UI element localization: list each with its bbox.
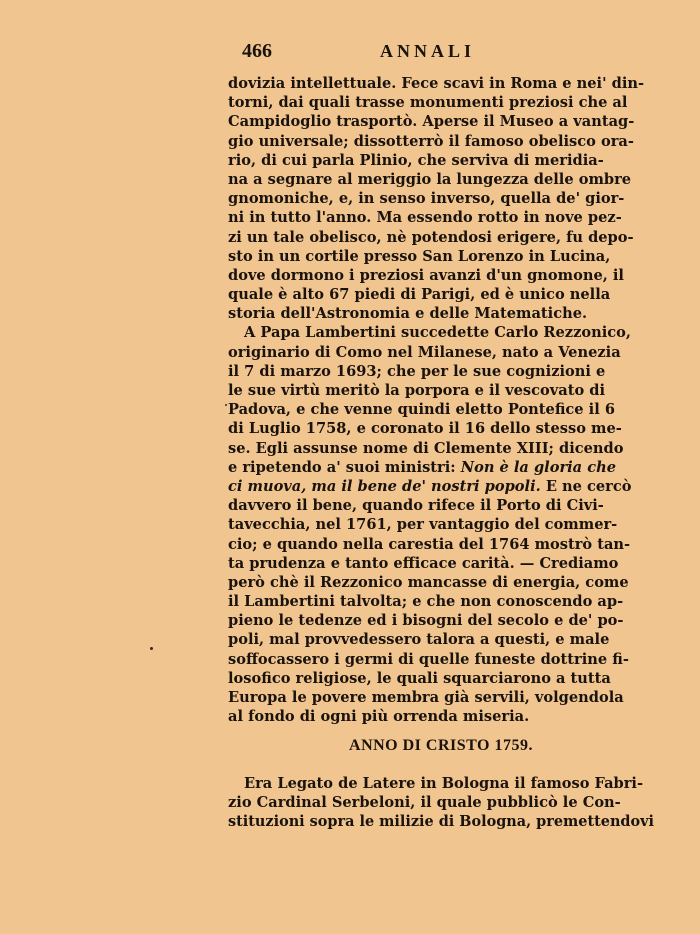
- section-heading: ANNO DI CRISTO 1759.: [349, 737, 533, 754]
- text-line: originario di Como nel Milanese, nato a Venezia: [228, 343, 621, 361]
- text-line: dovizia intellettuale. Fece scavi in Roma e nei' din-: [228, 75, 645, 92]
- paper-speck: [150, 647, 153, 650]
- text-line: dove dormono i preziosi avanzi d'un gnomone, il: [228, 266, 624, 284]
- text-line: zio Cardinal Serbeloni, il quale pubblicò le Con-: [228, 794, 621, 812]
- running-head: [228, 40, 654, 64]
- paragraph-start-line: A Papa Lambertini succedette Carlo Rezzonico,: [244, 324, 631, 342]
- text-line: Europa le povere membra già servili, volgendola: [228, 689, 624, 706]
- text-line: tavecchia, nel 1761, per vantaggio del commer-: [228, 516, 618, 534]
- text-line: cio; e quando nella carestia del 1764 mostrò tan-: [228, 535, 631, 553]
- text-line: gio universale; dissotterrò il famoso obelisco ora-: [228, 132, 634, 150]
- text-line: poli, mal provvedessero talora a questi, e male: [228, 631, 610, 649]
- text-line: il 7 di marzo 1693; che per le sue cognizioni e: [228, 362, 606, 380]
- text-line: Padova, e che venne quindi eletto Pontefice il 6: [228, 401, 615, 419]
- text-line: stituzioni sopra le milizie di Bologna, premettendovi: [228, 813, 654, 831]
- section-text-block: [228, 774, 654, 832]
- italic-quote: Non è la gloria che: [460, 458, 616, 476]
- text-line: storia dell'Astronomia e delle Matematiche.: [228, 305, 588, 323]
- text-line: [228, 477, 654, 496]
- text-line: gnomoniche, e, in senso inverso, quella de' gior-: [228, 190, 625, 208]
- main-text-block: [228, 74, 654, 726]
- text-segment: e ripetendo a' suoi ministri:: [228, 458, 456, 476]
- text-line: soffocassero i germi di quelle funeste dottrine fi-: [228, 650, 629, 668]
- text-line: al fondo di ogni più orrenda miseria.: [228, 708, 530, 726]
- text-line: ni in tutto l'anno. Ma essendo rotto in nove pez-: [228, 209, 622, 227]
- text-line: le sue virtù meritò la porpora e il vescovato di: [228, 382, 606, 399]
- paper-speck: [225, 404, 227, 406]
- text-line: di Luglio 1758, e coronato il 16 dello stesso me-: [228, 420, 622, 438]
- text-segment: E ne cercò: [545, 477, 632, 495]
- text-line: sto in un cortile presso San Lorenzo in Lucina,: [228, 247, 611, 265]
- text-line: il Lambertini talvolta; e che non conoscendo ap-: [228, 593, 624, 611]
- italic-quote: ci muova, ma il bene de' nostri popoli.: [228, 477, 541, 495]
- text-line: quale è alto 67 piedi di Parigi, ed è unico nella: [228, 286, 611, 304]
- text-line: pieno le tedenze ed i bisogni del secolo e de' po-: [228, 612, 624, 630]
- text-line: torni, dai quali trasse monumenti preziosi che al: [228, 94, 628, 112]
- text-line: però chè il Rezzonico mancasse di energia, come: [228, 573, 629, 591]
- text-line: davvero il bene, quando rifece il Porto di Civi-: [228, 497, 604, 515]
- page-number: 466: [242, 40, 272, 62]
- text-line: Campidoglio trasportò. Aperse il Museo a vantag-: [228, 113, 635, 131]
- text-line: ta prudenza e tanto efficace carità. — Crediamo: [228, 554, 619, 572]
- text-line: zi un tale obelisco, nè potendosi erigere, fu depo-: [228, 228, 634, 246]
- paragraph-start-line: Era Legato de Latere in Bologna il famoso Fabri-: [244, 775, 644, 792]
- running-title: ANNALI: [380, 41, 476, 61]
- text-line: na a segnare al meriggio la lungezza delle ombre: [228, 170, 632, 188]
- text-line: losofico religiose, le quali squarciarono a tutta: [228, 669, 611, 687]
- text-line: rio, di cui parla Plinio, che serviva di meridia-: [228, 151, 604, 169]
- text-line: [228, 458, 654, 477]
- text-line: se. Egli assunse nome di Clemente XIII; dicendo: [228, 439, 624, 457]
